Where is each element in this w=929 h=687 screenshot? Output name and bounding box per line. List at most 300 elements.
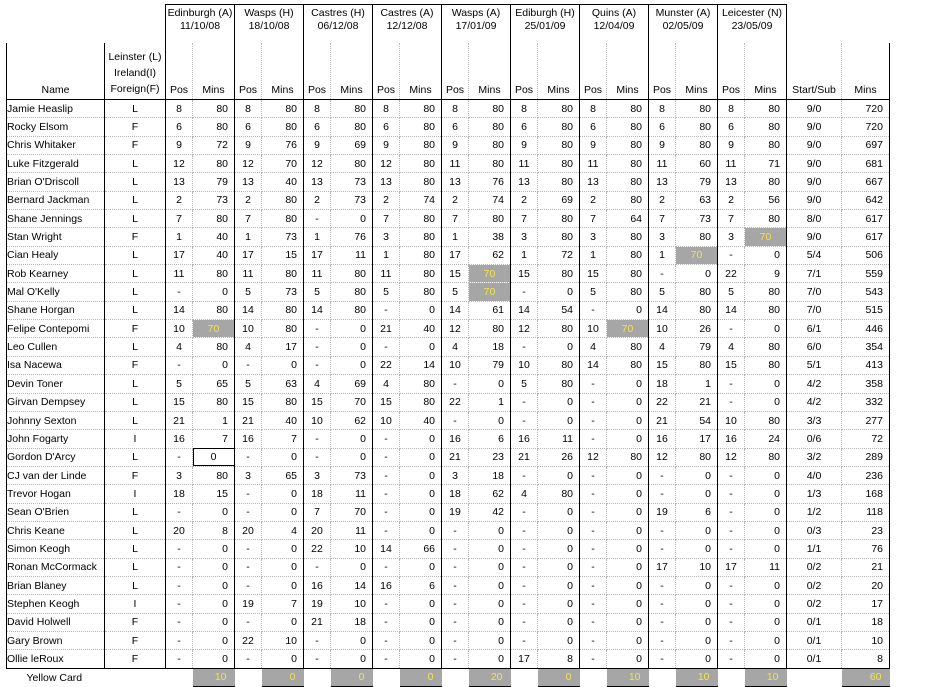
start-sub-cell: 5/1 [787, 356, 842, 374]
minutes-cell: 40 [262, 173, 304, 191]
minutes-cell: 80 [607, 283, 649, 301]
player-name: Johnny Sexton [7, 411, 105, 429]
minutes-cell: 80 [538, 356, 580, 374]
mins-header: Mins [676, 43, 718, 100]
position-cell: 16 [166, 430, 193, 448]
minutes-cell: 79 [676, 173, 718, 191]
minutes-cell: 80 [607, 173, 649, 191]
position-cell: - [649, 650, 676, 668]
blank-cell [842, 5, 890, 44]
position-cell: 10 [649, 320, 676, 338]
minutes-cell: 80 [745, 338, 787, 356]
total-minutes-cell: 413 [842, 356, 890, 374]
position-cell: - [649, 466, 676, 484]
mins-header: Mins [745, 43, 787, 100]
minutes-cell: 21 [676, 393, 718, 411]
player-row [7, 155, 890, 173]
position-cell: 22 [304, 540, 331, 558]
minutes-cell: 70 [331, 503, 373, 521]
minutes-cell: 17 [676, 430, 718, 448]
minutes-cell: 73 [331, 173, 373, 191]
minutes-cell: 18 [331, 613, 373, 631]
position-cell: 13 [718, 173, 745, 191]
position-cell: 7 [580, 210, 607, 228]
minutes-cell: 0 [331, 448, 373, 466]
position-cell: - [166, 631, 193, 649]
minutes-cell: 80 [469, 118, 511, 136]
position-cell: 15 [649, 356, 676, 374]
player-minutes-table [6, 4, 890, 687]
mins-header: Mins [262, 43, 304, 100]
yellow-card-value: 10 [607, 668, 649, 686]
position-cell: 9 [166, 136, 193, 154]
yellow-card-value: 20 [469, 668, 511, 686]
position-cell: - [580, 393, 607, 411]
position-cell: 9 [304, 136, 331, 154]
position-cell: 3 [649, 228, 676, 246]
minutes-cell: 0 [262, 650, 304, 668]
player-origin: F [105, 650, 166, 668]
yellow-card-spacer [718, 668, 745, 686]
position-cell: 6 [235, 118, 262, 136]
minutes-cell: 0 [469, 375, 511, 393]
minutes-cell: 0 [193, 613, 235, 631]
position-cell: 21 [649, 411, 676, 429]
minutes-cell: 80 [469, 136, 511, 154]
position-cell: 7 [304, 503, 331, 521]
position-cell: 9 [580, 136, 607, 154]
position-cell: 15 [373, 393, 400, 411]
minutes-cell: 80 [262, 301, 304, 319]
position-cell: 8 [511, 100, 538, 118]
minutes-cell: 80 [331, 118, 373, 136]
position-cell: - [718, 246, 745, 264]
total-minutes-cell: 642 [842, 191, 890, 209]
minutes-cell: 7 [193, 430, 235, 448]
minutes-cell: 80 [676, 228, 718, 246]
total-minutes-cell: 354 [842, 338, 890, 356]
position-cell: - [649, 613, 676, 631]
total-minutes-cell: 168 [842, 485, 890, 503]
game-opponent: Ediburgh (H) [515, 7, 575, 19]
minutes-cell: 0 [538, 393, 580, 411]
minutes-cell: 0 [469, 613, 511, 631]
position-cell: 12 [373, 155, 400, 173]
position-cell: - [235, 650, 262, 668]
position-cell: 7 [373, 210, 400, 228]
minutes-cell: 80 [193, 100, 235, 118]
minutes-cell: 80 [538, 228, 580, 246]
position-cell: - [304, 430, 331, 448]
player-name: Stan Wright [7, 228, 105, 246]
minutes-cell: 4 [262, 521, 304, 539]
position-cell: 8 [373, 100, 400, 118]
minutes-cell: 0 [538, 576, 580, 594]
position-cell: - [649, 595, 676, 613]
position-cell: 16 [235, 430, 262, 448]
position-cell: 8 [580, 100, 607, 118]
minutes-cell: 0 [469, 540, 511, 558]
game-header [718, 5, 787, 44]
position-cell: - [718, 576, 745, 594]
total-minutes-cell: 17 [842, 595, 890, 613]
position-cell: 4 [235, 338, 262, 356]
player-origin: F [105, 320, 166, 338]
minutes-cell: 0 [676, 466, 718, 484]
minutes-cell: 80 [607, 265, 649, 283]
minutes-cell: 0 [400, 448, 442, 466]
start-sub-cell: 0/2 [787, 558, 842, 576]
game-header [649, 5, 718, 44]
minutes-cell: 26 [676, 320, 718, 338]
minutes-cell: 80 [400, 118, 442, 136]
minutes-cell: 80 [262, 265, 304, 283]
position-cell: - [304, 338, 331, 356]
origin-header-line: Foreign(F) [110, 83, 160, 95]
minutes-cell: 0 [745, 246, 787, 264]
minutes-cell: 80 [745, 283, 787, 301]
yellow-card-row [7, 668, 890, 686]
minutes-cell: 80 [745, 100, 787, 118]
position-cell: 9 [442, 136, 469, 154]
minutes-cell: 80 [745, 118, 787, 136]
position-cell: 6 [442, 118, 469, 136]
player-name: Chris Keane [7, 521, 105, 539]
minutes-cell: 0 [676, 650, 718, 668]
position-cell: 11 [166, 265, 193, 283]
position-cell: - [580, 613, 607, 631]
position-cell: 10 [442, 356, 469, 374]
yellow-card-spacer [580, 668, 607, 686]
mins-header: Mins [538, 43, 580, 100]
position-cell: - [511, 576, 538, 594]
position-cell: 13 [580, 173, 607, 191]
minutes-cell: 0 [193, 448, 235, 466]
position-cell: - [718, 320, 745, 338]
position-cell: 4 [373, 375, 400, 393]
minutes-cell: 72 [538, 246, 580, 264]
position-cell: - [580, 301, 607, 319]
position-cell: 4 [442, 338, 469, 356]
position-cell: - [649, 540, 676, 558]
position-cell: 7 [166, 210, 193, 228]
minutes-cell: 0 [331, 430, 373, 448]
position-cell: 3 [304, 466, 331, 484]
player-origin: L [105, 283, 166, 301]
player-row [7, 136, 890, 154]
position-cell: - [442, 411, 469, 429]
position-cell: 3 [235, 466, 262, 484]
position-cell: 16 [304, 576, 331, 594]
minutes-cell: 70 [607, 320, 649, 338]
position-cell: 3 [580, 228, 607, 246]
start-sub-cell: 9/0 [787, 136, 842, 154]
minutes-cell: 0 [400, 485, 442, 503]
player-row [7, 466, 890, 484]
position-cell: 12 [649, 448, 676, 466]
minutes-cell: 80 [607, 118, 649, 136]
minutes-cell: 0 [676, 485, 718, 503]
position-cell: 6 [649, 118, 676, 136]
game-header [304, 5, 373, 44]
position-cell: - [718, 595, 745, 613]
position-cell: 7 [649, 210, 676, 228]
minutes-cell: 7 [262, 430, 304, 448]
minutes-cell: 0 [745, 521, 787, 539]
minutes-cell: 40 [262, 411, 304, 429]
total-minutes-cell: 118 [842, 503, 890, 521]
start-sub-header: Start/Sub [787, 43, 842, 100]
position-cell: 12 [442, 320, 469, 338]
minutes-cell: 0 [745, 631, 787, 649]
position-cell: - [235, 448, 262, 466]
minutes-cell: 0 [745, 375, 787, 393]
minutes-cell: 0 [538, 613, 580, 631]
player-origin: L [105, 246, 166, 264]
minutes-cell: 73 [331, 191, 373, 209]
minutes-cell: 80 [400, 173, 442, 191]
position-cell: 11 [304, 265, 331, 283]
player-row [7, 521, 890, 539]
position-cell: 1 [235, 228, 262, 246]
player-name: Chris Whitaker [7, 136, 105, 154]
minutes-cell: 80 [262, 210, 304, 228]
position-cell: 1 [580, 246, 607, 264]
start-sub-cell: 9/0 [787, 155, 842, 173]
minutes-cell: 0 [607, 613, 649, 631]
game-opponent: Wasps (H) [244, 7, 294, 19]
minutes-cell: 6 [400, 576, 442, 594]
position-cell: 13 [649, 173, 676, 191]
game-opponent: Edinburgh (A) [167, 7, 233, 19]
origin-header-line: Ireland(I) [113, 67, 156, 79]
minutes-cell: 62 [469, 246, 511, 264]
player-origin: F [105, 136, 166, 154]
position-cell: - [442, 375, 469, 393]
position-cell: 14 [442, 301, 469, 319]
minutes-cell: 0 [607, 485, 649, 503]
column-header-row [7, 43, 890, 100]
position-cell: - [304, 631, 331, 649]
total-minutes-cell: 559 [842, 265, 890, 283]
start-sub-cell: 3/2 [787, 448, 842, 466]
minutes-cell: 80 [193, 210, 235, 228]
minutes-cell: 74 [469, 191, 511, 209]
player-row [7, 338, 890, 356]
minutes-cell: 0 [193, 631, 235, 649]
position-cell: - [235, 540, 262, 558]
position-cell: - [235, 485, 262, 503]
minutes-cell: 0 [745, 595, 787, 613]
minutes-cell: 80 [331, 301, 373, 319]
position-cell: - [580, 558, 607, 576]
minutes-cell: 0 [469, 631, 511, 649]
total-minutes-cell: 236 [842, 466, 890, 484]
position-cell: - [718, 650, 745, 668]
minutes-cell: 80 [745, 173, 787, 191]
game-date: 11/10/08 [179, 20, 221, 32]
minutes-cell: 0 [745, 320, 787, 338]
position-cell: 17 [304, 246, 331, 264]
player-origin: F [105, 466, 166, 484]
minutes-cell: 26 [538, 448, 580, 466]
minutes-cell: 73 [262, 228, 304, 246]
minutes-cell: 63 [676, 191, 718, 209]
player-name: Shane Horgan [7, 301, 105, 319]
minutes-cell: 0 [607, 650, 649, 668]
player-origin: L [105, 155, 166, 173]
minutes-cell: 80 [607, 191, 649, 209]
position-cell: 13 [373, 173, 400, 191]
position-cell: 1 [649, 246, 676, 264]
position-cell: 16 [442, 430, 469, 448]
game-date: 23/05/09 [731, 20, 773, 32]
position-cell: - [373, 338, 400, 356]
minutes-cell: 0 [607, 595, 649, 613]
minutes-cell: 80 [538, 100, 580, 118]
position-cell: 19 [442, 503, 469, 521]
position-cell: 11 [235, 265, 262, 283]
start-sub-cell: 0/2 [787, 576, 842, 594]
minutes-cell: 80 [400, 265, 442, 283]
position-cell: 16 [373, 576, 400, 594]
minutes-cell: 80 [193, 338, 235, 356]
position-cell: 9 [511, 136, 538, 154]
minutes-cell: 0 [262, 356, 304, 374]
player-row [7, 613, 890, 631]
yellow-card-spacer [649, 668, 676, 686]
position-cell: 21 [235, 411, 262, 429]
minutes-cell: 71 [745, 155, 787, 173]
minutes-cell: 0 [331, 558, 373, 576]
minutes-cell: 80 [676, 136, 718, 154]
position-cell: 21 [442, 448, 469, 466]
total-minutes-cell: 23 [842, 521, 890, 539]
origin-header-line: Leinster (L) [108, 51, 162, 63]
minutes-cell: 11 [331, 521, 373, 539]
position-cell: 3 [511, 228, 538, 246]
minutes-cell: 11 [745, 558, 787, 576]
position-cell: 9 [235, 136, 262, 154]
start-sub-cell: 5/4 [787, 246, 842, 264]
position-cell: - [580, 466, 607, 484]
position-cell: 13 [442, 173, 469, 191]
player-row [7, 191, 890, 209]
minutes-cell: 80 [607, 228, 649, 246]
position-cell: 16 [511, 430, 538, 448]
position-cell: 4 [580, 338, 607, 356]
game-opponent: Quins (A) [591, 7, 637, 19]
position-cell: 7 [442, 210, 469, 228]
total-minutes-cell: 617 [842, 210, 890, 228]
minutes-cell: 11 [331, 246, 373, 264]
position-cell: - [442, 558, 469, 576]
yellow-card-label: Yellow Card [26, 671, 83, 684]
minutes-cell: 0 [469, 411, 511, 429]
player-origin: L [105, 393, 166, 411]
minutes-cell: 80 [676, 118, 718, 136]
game-opponent: Castres (A) [380, 7, 434, 19]
minutes-cell: 0 [331, 356, 373, 374]
minutes-cell: 56 [745, 191, 787, 209]
minutes-cell: 0 [607, 558, 649, 576]
minutes-cell: 0 [262, 576, 304, 594]
minutes-cell: 69 [331, 375, 373, 393]
player-origin: F [105, 356, 166, 374]
player-name: Gordon D'Arcy [7, 448, 105, 466]
minutes-cell: 40 [193, 228, 235, 246]
minutes-cell: 80 [745, 448, 787, 466]
yellow-card-value: 0 [262, 668, 304, 686]
minutes-cell: 80 [745, 411, 787, 429]
player-origin: I [105, 430, 166, 448]
player-name: Shane Jennings [7, 210, 105, 228]
position-cell: 5 [235, 375, 262, 393]
start-sub-cell: 9/0 [787, 228, 842, 246]
position-cell: - [166, 283, 193, 301]
minutes-cell: 80 [607, 448, 649, 466]
player-row [7, 100, 890, 118]
yellow-card-spacer [787, 668, 842, 686]
position-cell: 2 [166, 191, 193, 209]
position-cell: - [166, 576, 193, 594]
minutes-cell: 74 [400, 191, 442, 209]
game-date: 02/05/09 [662, 20, 704, 32]
position-cell: - [373, 558, 400, 576]
position-cell: - [718, 375, 745, 393]
position-cell: - [580, 521, 607, 539]
player-origin: L [105, 558, 166, 576]
stats-spreadsheet [6, 4, 890, 687]
position-cell: 11 [373, 265, 400, 283]
position-cell: 2 [235, 191, 262, 209]
minutes-cell: 65 [262, 466, 304, 484]
minutes-cell: 0 [400, 521, 442, 539]
position-cell: - [718, 540, 745, 558]
position-cell: - [166, 503, 193, 521]
position-cell: 2 [304, 191, 331, 209]
position-cell: - [649, 521, 676, 539]
minutes-cell: 76 [331, 228, 373, 246]
position-cell: 5 [442, 283, 469, 301]
yellow-card-spacer [373, 668, 400, 686]
minutes-cell: 0 [400, 595, 442, 613]
position-cell: - [442, 613, 469, 631]
position-cell: 2 [442, 191, 469, 209]
minutes-cell: 80 [607, 356, 649, 374]
minutes-cell: 62 [469, 485, 511, 503]
player-origin: L [105, 265, 166, 283]
position-cell: - [511, 595, 538, 613]
game-header [511, 5, 580, 44]
position-cell: 5 [235, 283, 262, 301]
game-header [580, 5, 649, 44]
minutes-cell: 63 [262, 375, 304, 393]
player-row [7, 540, 890, 558]
position-cell: 22 [649, 393, 676, 411]
position-cell: 19 [235, 595, 262, 613]
minutes-cell: 0 [193, 356, 235, 374]
minutes-cell: 80 [469, 100, 511, 118]
player-row [7, 485, 890, 503]
start-sub-cell: 3/3 [787, 411, 842, 429]
player-name: Sean O'Brien [7, 503, 105, 521]
start-sub-cell: 0/2 [787, 595, 842, 613]
minutes-cell: 0 [538, 411, 580, 429]
position-cell: - [304, 356, 331, 374]
minutes-cell: 0 [745, 576, 787, 594]
minutes-cell: 0 [676, 613, 718, 631]
